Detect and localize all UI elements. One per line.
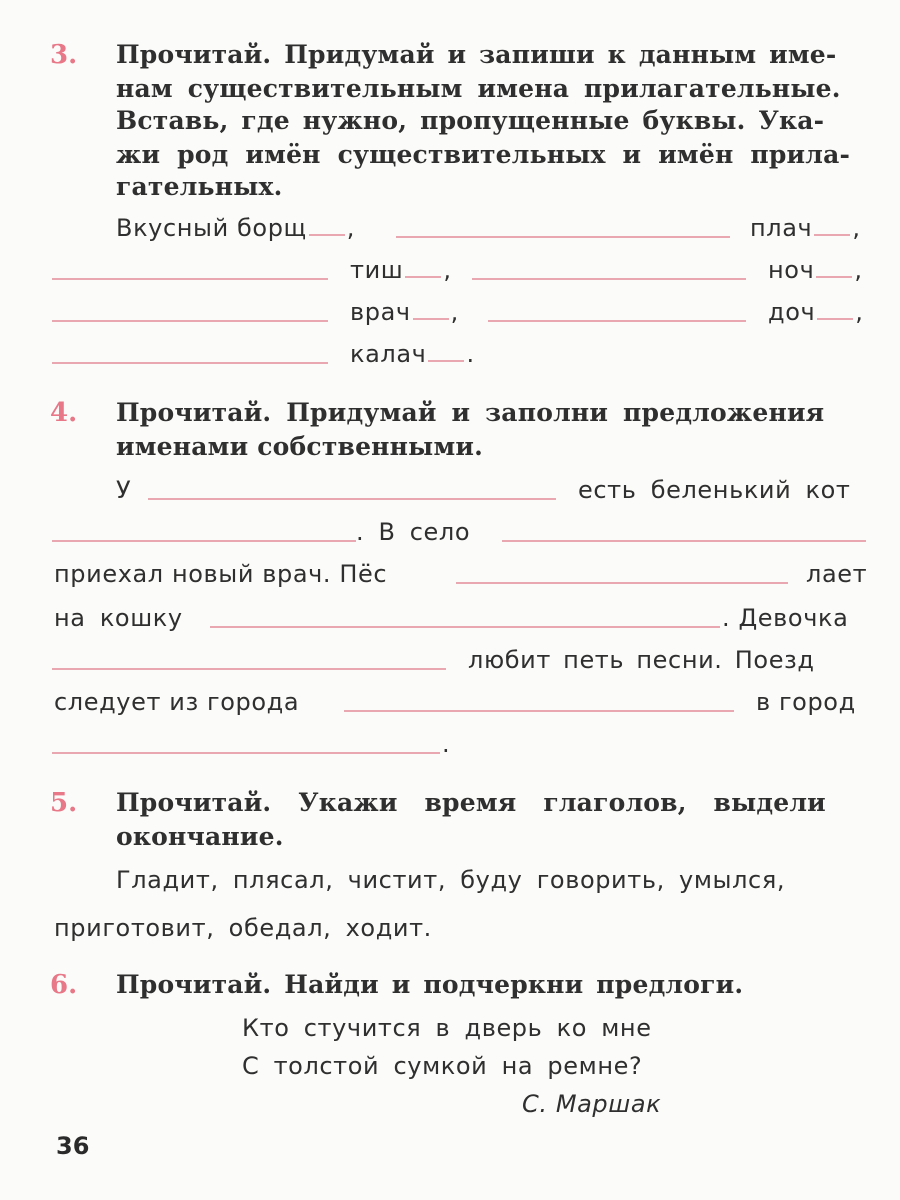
- poem-line-2: С толстой сумкой на ремне?: [242, 1052, 643, 1080]
- ex4-text-7: любит петь песни. Поезд: [468, 646, 815, 674]
- answer-line[interactable]: [52, 540, 356, 542]
- answer-line[interactable]: [456, 582, 788, 584]
- exercise-3-instruction-line-5: гательных.: [116, 172, 283, 201]
- word-kalach: калач .: [350, 340, 475, 368]
- answer-line[interactable]: [396, 236, 730, 238]
- answer-line[interactable]: [210, 626, 720, 628]
- exercise-4-instruction-line-2: именами собственными.: [116, 432, 484, 461]
- answer-line[interactable]: [502, 540, 866, 542]
- exercise-3-number: 3.: [50, 40, 78, 70]
- exercise-5-number: 5.: [50, 788, 78, 818]
- answer-line[interactable]: [52, 752, 440, 754]
- ex4-text-10: .: [442, 730, 451, 758]
- word-noch: ноч ,: [768, 256, 863, 284]
- ex4-text-8: следует из города: [54, 688, 300, 716]
- ex5-verbs-line-1: Гладит, плясал, чистит, буду говорить, умылся,: [116, 866, 786, 894]
- letter-gap[interactable]: [309, 214, 345, 236]
- answer-line[interactable]: [52, 320, 328, 322]
- exercise-5-instruction-line-1: Прочитай. Укажи время глаголов, выдели: [116, 788, 826, 817]
- answer-line[interactable]: [52, 668, 446, 670]
- ex4-text-2: . В село: [356, 518, 471, 546]
- ex4-text-6: . Девочка: [722, 604, 849, 632]
- letter-gap[interactable]: [413, 298, 449, 320]
- answer-line[interactable]: [52, 278, 328, 280]
- letter-gap[interactable]: [814, 214, 850, 236]
- answer-line[interactable]: [148, 498, 556, 500]
- ex4-text-3: приехал новый врач. Пёс: [54, 560, 388, 588]
- ex4-text-4: лает: [806, 560, 868, 588]
- poem-line-1: Кто стучится в дверь ко мне: [242, 1014, 652, 1042]
- word-borsch: Вкусный борщ ,: [116, 214, 355, 242]
- exercise-3-instruction-line-2: нам существительным имена прилагательные.: [116, 74, 841, 103]
- letter-gap[interactable]: [405, 256, 441, 278]
- answer-line[interactable]: [52, 362, 328, 364]
- answer-line[interactable]: [488, 320, 746, 322]
- letter-gap[interactable]: [817, 298, 853, 320]
- ex4-text-1: есть беленький кот: [578, 476, 851, 504]
- poem-author: С. Маршак: [522, 1090, 662, 1118]
- ex4-text-5: на кошку: [54, 604, 183, 632]
- answer-line[interactable]: [344, 710, 734, 712]
- page-number: 36: [56, 1132, 90, 1160]
- letter-gap[interactable]: [816, 256, 852, 278]
- ex4-word-u: У: [116, 476, 132, 504]
- word-plach: плач ,: [750, 214, 861, 242]
- ex5-verbs-line-2: приготовит, обедал, ходит.: [54, 914, 432, 942]
- exercise-3-instruction-line-3: Вставь, где нужно, пропущенные буквы. Ука-: [116, 106, 825, 135]
- word-tish: тиш ,: [350, 256, 452, 284]
- exercise-3-instruction-line-1: Прочитай. Придумай и запиши к данным име-: [116, 40, 837, 69]
- exercise-5-instruction-line-2: окончание.: [116, 822, 284, 851]
- exercise-6-instruction: Прочитай. Найди и подчеркни предлоги.: [116, 970, 744, 999]
- letter-gap[interactable]: [428, 340, 464, 362]
- exercise-3-instruction-line-4: жи род имён существительных и имён прила-: [116, 140, 851, 169]
- exercise-4-number: 4.: [50, 398, 78, 428]
- ex4-text-9: в город: [756, 688, 856, 716]
- word-vrach: врач ,: [350, 298, 459, 326]
- answer-line[interactable]: [472, 278, 746, 280]
- word-doch: доч ,: [768, 298, 864, 326]
- exercise-4-instruction-line-1: Прочитай. Придумай и заполни предложения: [116, 398, 825, 427]
- exercise-6-number: 6.: [50, 970, 78, 1000]
